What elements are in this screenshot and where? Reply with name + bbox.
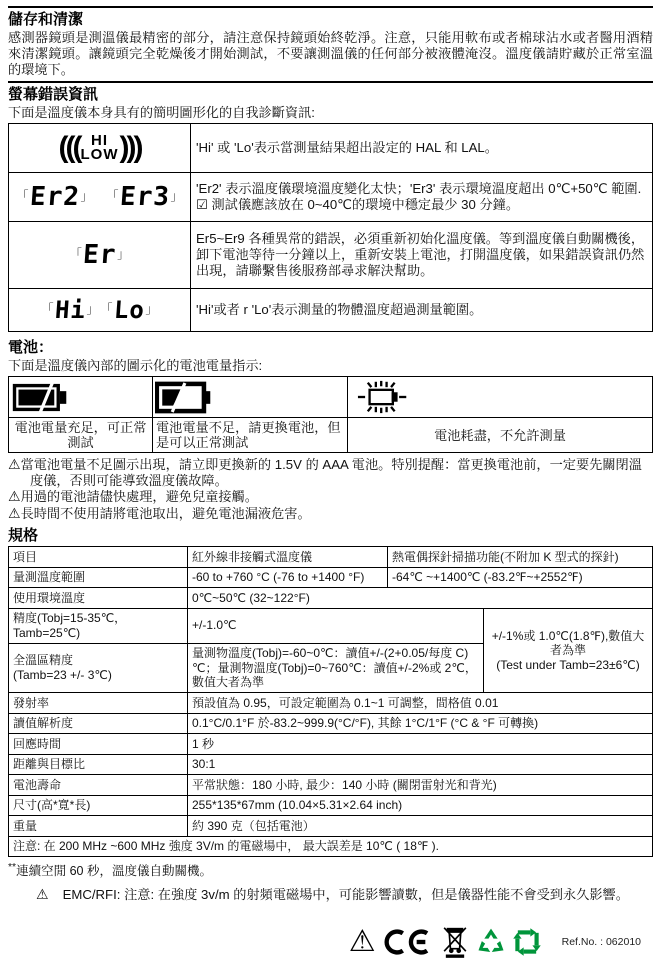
warning-triangle-icon: ⚠: [8, 504, 21, 521]
battery-icon-row: [9, 377, 653, 418]
recycle-square-icon: [512, 927, 542, 957]
alarm-waves-right: ))): [119, 131, 141, 164]
battery-full-icon: [11, 381, 69, 414]
spec-table: [8, 546, 653, 857]
lcd-er3-text: Er3: [118, 182, 171, 212]
spec-row-resolution: 讀值解析度 0.1°C/0.1°F 於-83.2~999.9(°C/°F), 其餘 1°C/1°F (°C & °F 可轉換): [9, 713, 653, 734]
battery-title: 電池：: [8, 339, 54, 356]
error-desc: [191, 173, 653, 222]
warning-triangle-icon: ⚠: [36, 886, 49, 902]
auto-off-footnote: **連續空閒 60 秒，溫度儀自動關機。: [8, 861, 212, 878]
lcd-hi-text: HI: [91, 132, 108, 149]
battery-state-label: 電池耗盡，不允許測量: [348, 418, 653, 453]
warning-triangle-icon: ⚠: [8, 456, 21, 472]
lcd-lo-text: Lo: [112, 296, 146, 324]
battery-table: [8, 376, 653, 453]
error-desc-line2: ☑ 測試儀應該放在 0~40℃的環境中穩定最少 30 分鐘。: [196, 197, 520, 212]
lcd-er2-er3-icon: 「 Er2 」 「 Er3 」: [16, 182, 183, 212]
spec-title: 規格: [8, 527, 39, 544]
storage-body: 感測器鏡頭是測溫儀最精密的部分，請注意保持鏡頭始終乾淨。注意，只能用軟布或者棉球沾水或者醫用酒精來清潔鏡頭。讓鏡頭完全乾燥後才開始測試，不要讓測溫儀的任何部分被液體淹沒。溫度儀請貯藏於正常室溫的環境下。: [8, 30, 653, 77]
spec-row-emissivity: 發射率 預設值為 0.95，可設定範圍為 0.1~1 可調整，間格值 0.01: [9, 693, 653, 714]
battery-intro: 下面是溫度儀內部的圖示化的電池電量指示:: [8, 358, 263, 373]
top-rule: [8, 6, 653, 8]
emc-note: ⚠ EMC/RFI: 注意: 在強度 3v/m 的射頻電磁場中，可能影響讀數，但是儀器性能不會受到永久影響。: [36, 886, 629, 902]
warning-triangle-icon: ⚠: [8, 488, 21, 504]
error-desc: Er5~Er9 各種異常的錯誤，必須重新初始化溫度儀。等到溫度儀自動關機後，卸下電池等待一分鐘以上，重新安裝上電池，打開溫度儀，如果錯誤資訊仍然出現，請聯繫售後服務部尋求解決幫助。: [191, 222, 653, 289]
error-row-er: [9, 222, 653, 289]
errors-title: 螢幕錯誤資訊: [8, 86, 99, 103]
battery-state-label: 電池電量不足，請更換電池，但是可以正常測試: [153, 418, 348, 453]
spec-row-range: 量測溫度範圍 -60 to +760 °C (-76 to +1400 °F) -64℃ ~+1400℃ (-83.2℉~+2552℉): [9, 567, 653, 588]
spec-row-distance: 距離與目標比 30:1: [9, 754, 653, 775]
spec-header-item: 項目: [9, 547, 188, 568]
section-divider: [8, 81, 653, 83]
spec-row-ambient: 使用環境溫度 0℃~50℃ (32~122°F): [9, 588, 653, 609]
error-row-er2-er3: [9, 173, 653, 222]
lcd-er-icon: 「 Er 」: [69, 240, 130, 270]
lcd-low-text: LOW: [80, 146, 119, 163]
battery-empty-flashing-icon: [350, 380, 416, 414]
lcd-hi-low-alarm-icon: [10, 133, 189, 163]
spec-row-weight: 重量 約 390 克（包括電池）: [9, 816, 653, 837]
lcd-er-text: Er: [81, 240, 118, 270]
battery-note: ⚠當電池電量不足圖示出現，請立即更換新的 1.5V 的 AAA 電池。特別提醒：當更換電池前，一定要先關閉溫度儀，否則可能導致溫度儀故障。: [8, 456, 642, 488]
certification-row: [8, 925, 653, 959]
battery-note: ⚠用過的電池請儘快處理，避免兒童接觸。: [8, 488, 258, 504]
errors-intro: 下面是溫度儀本身具有的簡明圖形化的自我診斷資訊:: [8, 105, 315, 120]
lcd-hi2-text: Hi: [53, 296, 87, 324]
spec-merged-accuracy: +/-1%或 1.0℃(1.8℉),數值大者為準 (Test under Tamb=23±6℃): [484, 608, 653, 693]
spec-row-accuracy: 精度(Tobj=15-35℃，Tamb=25℃) +/-1.0℃ +/-1%或 1.0℃(1.8℉),數值大者為準 (Test under Tamb=23±6℃): [9, 608, 653, 643]
spec-row-battery-life: 電池壽命 平常狀態：180 小時, 最少：140 小時 (關閉雷射光和背光): [9, 775, 653, 796]
spec-row-size: 尺寸(高*寬*長) 255*135*67mm (10.04×5.31×2.64 inch): [9, 795, 653, 816]
reference-number: Ref.No. : 062010: [561, 936, 641, 948]
lcd-hi-lo-icon: 「 Hi 」 「 Lo 」: [41, 296, 158, 324]
spec-row-fullrange: 全溫區精度 (Tamb=23 +/- 3℃) 量測物溫度(Tobj)=-60~0℃：讀值+/-(2+0.05/每度 C)℃；量測物溫度(Tobj)=0~760℃：讀值+/-2%或 2℃，數值大者為準: [9, 643, 653, 693]
lcd-er2-text: Er2: [28, 182, 81, 212]
storage-title: 儲存和清潔: [8, 11, 84, 28]
spec-row-note: 注意: 在 200 MHz ~600 MHz 強度 3V/m 的電磁場中， 最大誤差是 10℃ ( 18℉ ).: [9, 836, 653, 857]
manual-page: [0, 6, 661, 959]
spec-row-response: 回應時間 1 秒: [9, 734, 653, 755]
error-table: [8, 123, 653, 332]
ce-mark-icon: [382, 927, 434, 957]
error-row-hilow: [9, 124, 653, 173]
alarm-waves-left: (((: [58, 131, 80, 164]
spec-header-tc: 熱電偶探針掃描功能(不附加 K 型式的探針): [388, 547, 653, 568]
battery-note: ⚠長時間不使用請將電池取出，避免電池漏液危害。: [8, 504, 311, 521]
error-row-hi-lo: [9, 289, 653, 332]
error-desc: 'Hi'或者 r 'Lo'表示測量的物體溫度超過測量範圍。: [191, 289, 653, 332]
error-desc: 'Hi' 或 'Lo'表示當測量結果超出設定的 HAL 和 LAL。: [191, 124, 653, 173]
battery-state-label: 電池電量充足，可正常測試: [9, 418, 153, 453]
error-desc-line1: 'Er2' 表示溫度儀環境溫度變化太快；'Er3' 表示環境溫度超出 0℃+50℃ 範圍.: [196, 181, 642, 196]
weee-bin-icon: [440, 925, 470, 959]
spec-header-row: [9, 547, 653, 568]
battery-label-row: [9, 418, 653, 453]
warning-triangle-icon: ⚠: [348, 925, 376, 958]
spec-header-ir: 紅外線非接觸式溫度儀: [188, 547, 388, 568]
recycle-mobius-icon: [476, 927, 506, 957]
battery-low-icon: [155, 381, 213, 414]
